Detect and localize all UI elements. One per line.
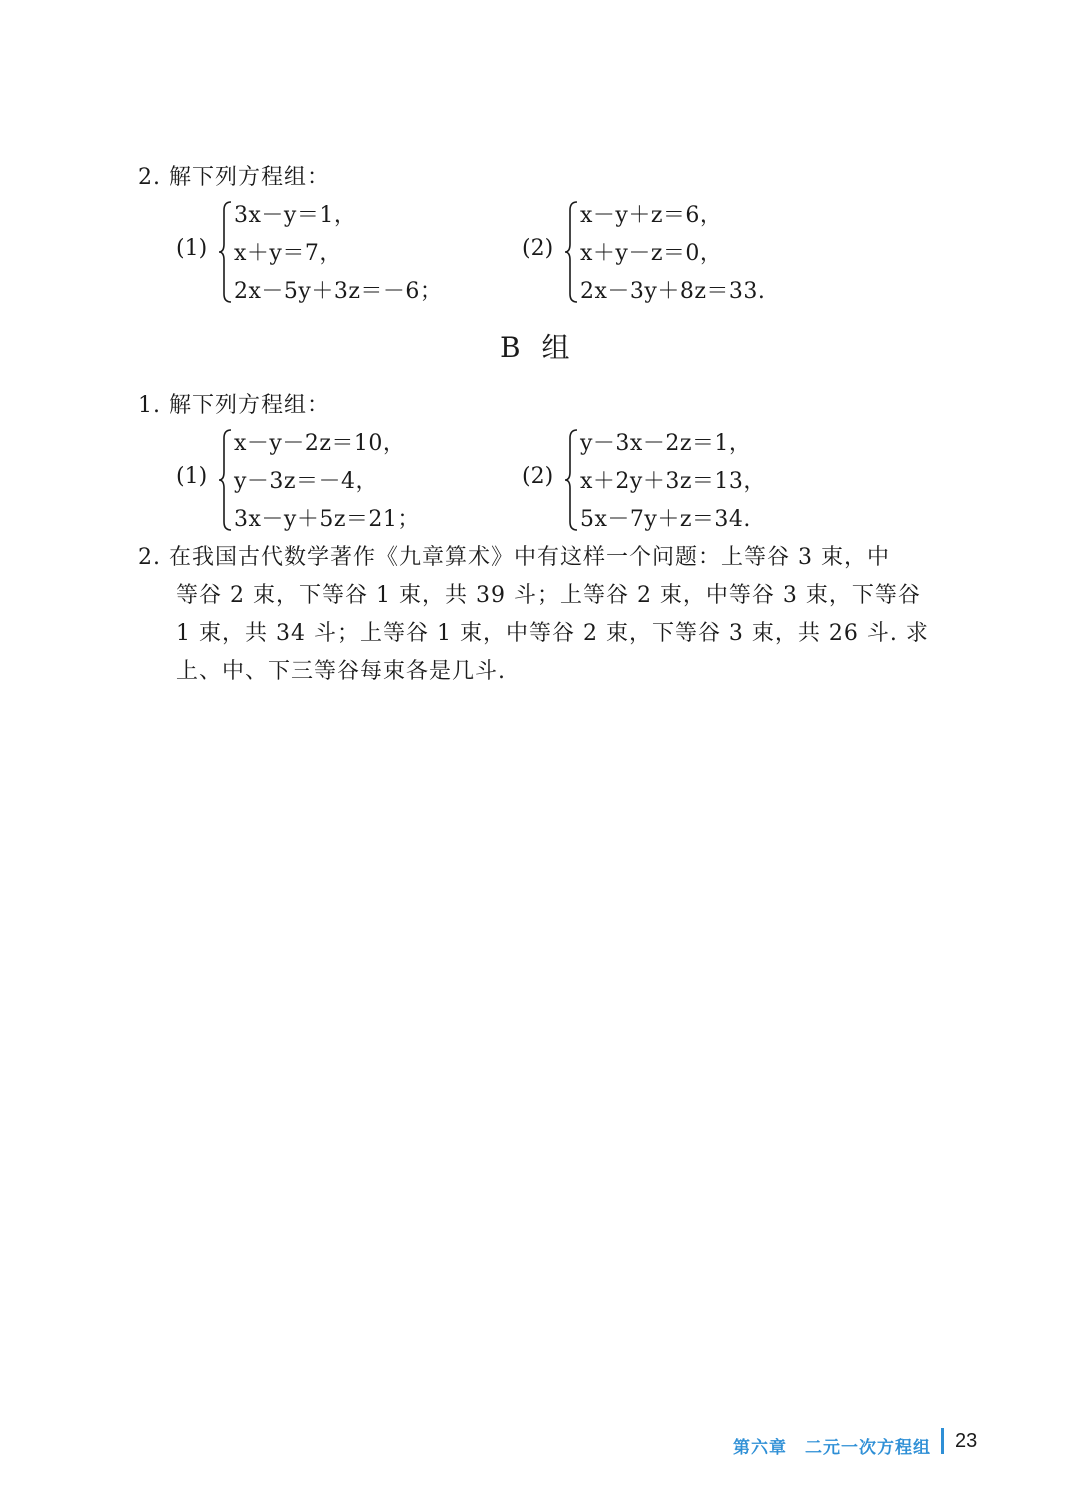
- problem-b2-line-2: 等谷 2 束，下等谷 1 束，共 39 斗；上等谷 2 束，中等谷 3 束，下等谷: [176, 583, 921, 608]
- equation-2: y－3z＝－4，: [234, 469, 379, 494]
- problem-a2-heading: 2. 解下列方程组：: [138, 165, 330, 190]
- equation-1: x－y－2z＝10，: [234, 431, 406, 456]
- problem-b1-heading: 1. 解下列方程组：: [138, 393, 330, 418]
- equation-2: x＋2y＋3z＝13，: [580, 469, 766, 494]
- problem-b2-line-3: 1 束，共 34 斗；上等谷 1 束，中等谷 2 束，下等谷 3 束，共 26 斗. 求: [176, 621, 929, 646]
- equation-2: x＋y－z＝0，: [580, 241, 723, 266]
- left-brace-icon: [564, 200, 580, 304]
- system-label: (1): [176, 464, 208, 489]
- problem-b2-line-1: 2. 在我国古代数学著作《九章算术》中有这样一个问题：上等谷 3 束，中: [138, 545, 890, 570]
- equation-3: 5x－7y＋z＝34.: [580, 507, 751, 532]
- equation-2: x＋y＝7，: [234, 241, 342, 266]
- equation-1: 3x－y＝1，: [234, 203, 357, 228]
- equation-1: x－y＋z＝6，: [580, 203, 723, 228]
- page-number: 23: [955, 1430, 978, 1452]
- system-label: (2): [522, 236, 554, 261]
- group-title: B 组: [500, 331, 576, 364]
- equation-3: 2x－5y＋3z＝－6；: [234, 279, 443, 304]
- system-label: (1): [176, 236, 208, 261]
- equation-3: 2x－3y＋8z＝33.: [580, 279, 766, 304]
- left-brace-icon: [218, 200, 234, 304]
- footer-chapter-title: 第六章 二元一次方程组: [733, 1438, 931, 1458]
- problem-b2-line-4: 上、中、下三等谷每束各是几斗.: [176, 659, 506, 684]
- left-brace-icon: [218, 428, 234, 532]
- equation-1: y－3x－2z＝1，: [580, 431, 752, 456]
- system-label: (2): [522, 464, 554, 489]
- footer-divider: [941, 1428, 944, 1454]
- left-brace-icon: [564, 428, 580, 532]
- equation-3: 3x－y＋5z＝21；: [234, 507, 420, 532]
